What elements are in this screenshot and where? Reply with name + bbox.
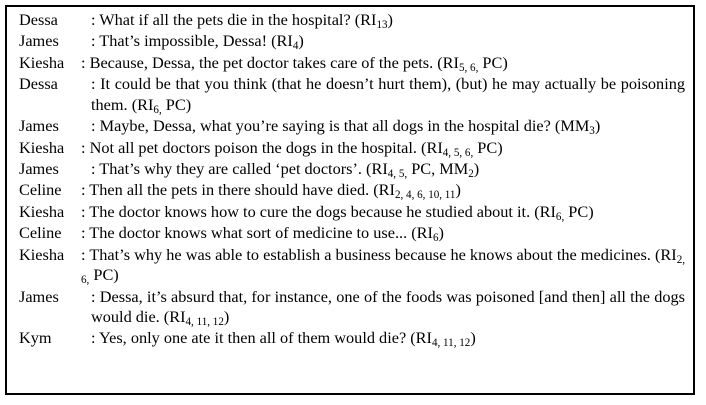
code-subscript: 4, 5, — [387, 168, 408, 181]
utterance: : Yes, only one ate it then all of them would die? $(RI_{4, 11, 12})$ — [91, 328, 476, 350]
utterance: : Then all the pets in there should have died. $(RI_{2, 4, 6, 10, 11})$ — [81, 180, 461, 202]
code-subscript: 2, 6, — [81, 254, 685, 287]
code-subscript: 4, 11, 12 — [185, 315, 224, 328]
utterance: : That’s why they are called ‘pet doctors’. ($RI_{4, 5,}$ PC, $MM_2$) — [91, 159, 480, 181]
speaker-name: Celine — [19, 223, 66, 243]
dialogue-turn — [19, 245, 685, 285]
dialogue-turn — [19, 287, 685, 327]
code-subscript: 6, — [555, 211, 565, 224]
utterance: : What if all the pets die in the hospital? $(RI_{13})$ — [91, 10, 393, 32]
dialogue-turn — [19, 74, 685, 114]
utterance: : Because, Dessa, the pet doctor takes care of the pets. ($RI_{5, 6,}$ PC) — [81, 52, 508, 75]
code-subscript: 2 — [468, 168, 474, 181]
utterance: : That’s impossible, Dessa! $(RI_4)$ — [91, 31, 304, 53]
dialogue-turn — [19, 223, 685, 243]
utterance: : Dessa, it’s absurd that, for instance, one of the foods was poisoned [and then] all the dogs would die. $(RI_{4, 11, 12})$ — [91, 286, 685, 328]
utterance: : It could be that you think (that he doesn’t hurt them), (but) he may actually be poisoning them. ($RI_{6,}$ PC) — [91, 74, 685, 116]
speaker-name: Kym — [19, 328, 68, 348]
code-subscript: 4, 11, 12 — [431, 337, 471, 350]
speaker-name: Kiesha — [19, 201, 69, 221]
speaker-name: Dessa — [19, 10, 67, 29]
code-subscript: 13 — [376, 19, 388, 32]
dialogue-turn — [19, 138, 685, 158]
speaker-name: James — [19, 116, 67, 136]
dialogue-transcript — [19, 10, 685, 350]
code-subscript: 2, 4, 6, 10, 11 — [394, 189, 456, 202]
dialogue-turn — [19, 53, 685, 73]
utterance: : Not all pet doctors poison the dogs in the hospital. ($RI_{4, 5, 6,}$ PC) — [81, 137, 503, 159]
utterance: : The doctor knows how to cure the dogs because he studied about it. ($RI_{6,}$ PC) — [81, 201, 594, 224]
code-subscript: 4, 5, 6, — [442, 146, 474, 159]
code-subscript: 6, — [153, 103, 162, 116]
dialogue-turn — [19, 180, 685, 200]
speaker-name: James — [19, 31, 67, 51]
utterance: : The doctor knows what sort of medicine to use... $(RI_6)$ — [81, 223, 444, 245]
dialogue-turn — [19, 31, 685, 51]
speaker-name: James — [19, 159, 67, 178]
speaker-name: Kiesha — [19, 137, 69, 157]
dialogue-turn — [19, 202, 685, 222]
utterance: : Maybe, Dessa, what you’re saying is that all dogs in the hospital die? $(MM_3)$ — [91, 116, 601, 138]
speaker-name: Kiesha — [19, 244, 69, 264]
dialogue-turn — [19, 116, 685, 136]
speaker-name: Kiesha — [19, 52, 69, 72]
code-subscript: 3 — [589, 125, 595, 138]
speaker-name: Celine — [19, 180, 66, 200]
speaker-name: James — [19, 286, 67, 306]
speaker-name: Dessa — [19, 74, 67, 94]
code-subscript: 4 — [292, 40, 299, 53]
utterance: : That’s why he was able to establish a business because he knows about the medicines. ($RI_{2, 6,}$ PC) — [81, 244, 685, 287]
dialogue-turn — [19, 10, 685, 30]
code-subscript: 6 — [432, 232, 439, 245]
code-subscript: 5, 6, — [458, 62, 479, 75]
dialogue-turn — [19, 328, 685, 348]
dialogue-turn — [19, 159, 685, 179]
